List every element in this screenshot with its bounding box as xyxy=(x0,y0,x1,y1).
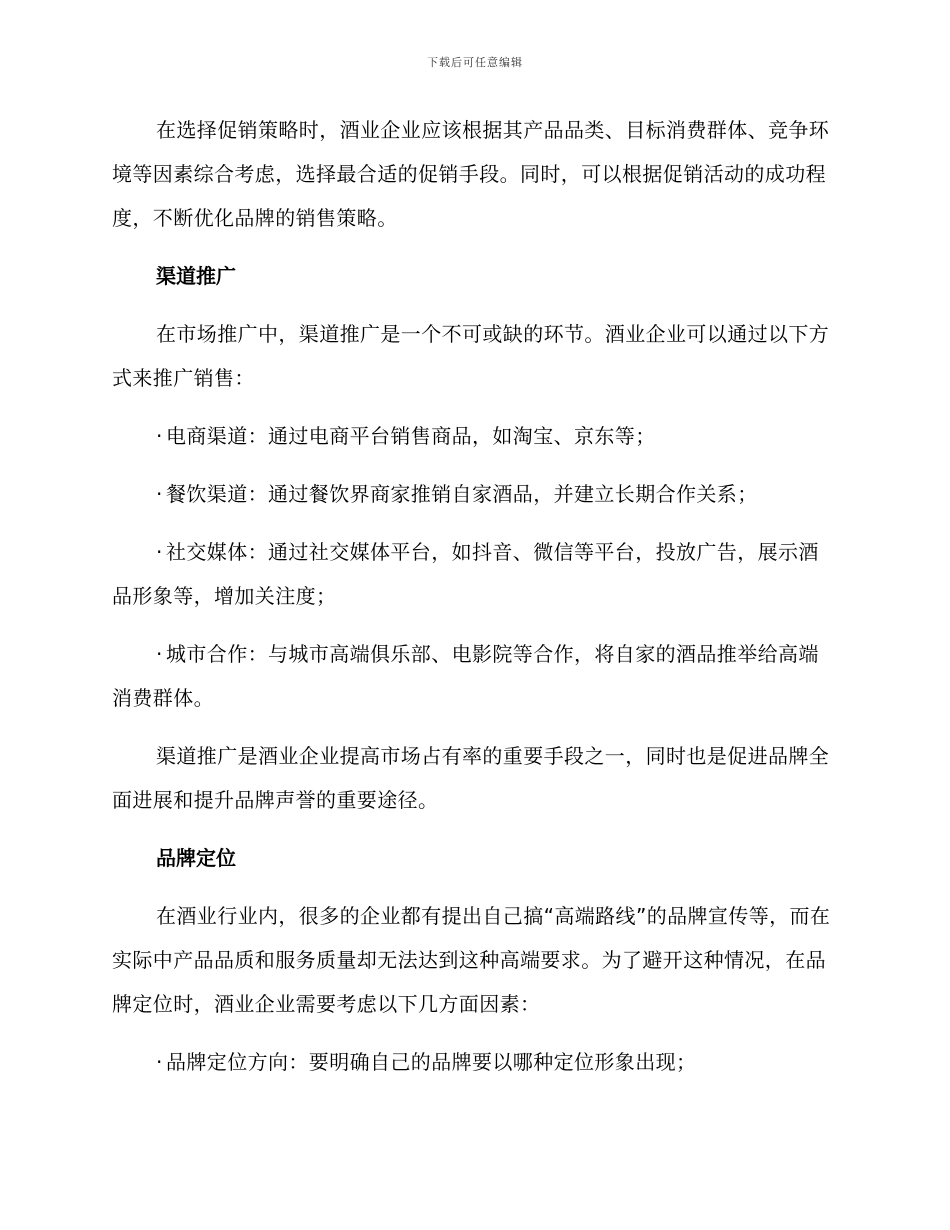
list-item-text: 品牌定位方向：要明确自己的品牌要以哪种定位形象出现； xyxy=(166,1050,697,1074)
section-heading-channel-promotion: 渠道推广 xyxy=(156,264,236,288)
list-item-ecommerce xyxy=(112,414,834,458)
list-item-text: 城市合作：与城市高端俱乐部、电影院等合作，将自家的酒品推举给高端消费群体。 xyxy=(112,642,819,710)
paragraph-promotion-strategy: 在选择促销策略时，酒业企业应该根据其产品品类、目标消费群体、竞争环境等因素综合考虑，选择最合适的促销手段。同时，可以根据促销活动的成功程度，不断优化品牌的销售策略。 xyxy=(112,118,830,230)
bullet-dot-icon: · xyxy=(156,482,163,506)
paragraph-channel-intro: 在市场推广中，渠道推广是一个不可或缺的环节。酒业企业可以通过以下方式来推广销售： xyxy=(112,322,830,390)
page-header: 下载后可任意编辑 xyxy=(427,56,523,69)
list-item-city-cooperation xyxy=(112,632,834,720)
paragraph-channel-summary: 渠道推广是酒业企业提高市场占有率的重要手段之一，同时也是促进品牌全面进展和提升品牌声誉的重要途径。 xyxy=(112,744,830,812)
list-item-text: 社交媒体：通过社交媒体平台，如抖音、微信等平台，投放广告，展示酒品形象等，增加关注度； xyxy=(112,540,819,608)
list-item-text: 电商渠道：通过电商平台销售商品，如淘宝、京东等； xyxy=(166,424,656,448)
paragraph-brand-positioning: 在酒业行业内，很多的企业都有提出自己搞“高端路线”的品牌宣传等，而在实际中产品品质和服务质量却无法达到这种高端要求。为了避开这种情况，在品牌定位时，酒业企业需要考虑以下几方面因素： xyxy=(112,904,831,1016)
bullet-dot-icon: · xyxy=(156,1050,163,1074)
document-body xyxy=(112,108,834,1098)
list-item-social-media xyxy=(112,530,834,618)
list-item-text: 餐饮渠道：通过餐饮界商家推销自家酒品，并建立长期合作关系； xyxy=(166,482,758,506)
bullet-dot-icon: · xyxy=(156,424,163,448)
section-heading-brand-positioning: 品牌定位 xyxy=(156,846,236,870)
list-item-brand-direction xyxy=(112,1040,834,1084)
bullet-dot-icon: · xyxy=(156,540,163,564)
list-item-catering xyxy=(112,472,834,516)
bullet-dot-icon: · xyxy=(156,642,163,666)
